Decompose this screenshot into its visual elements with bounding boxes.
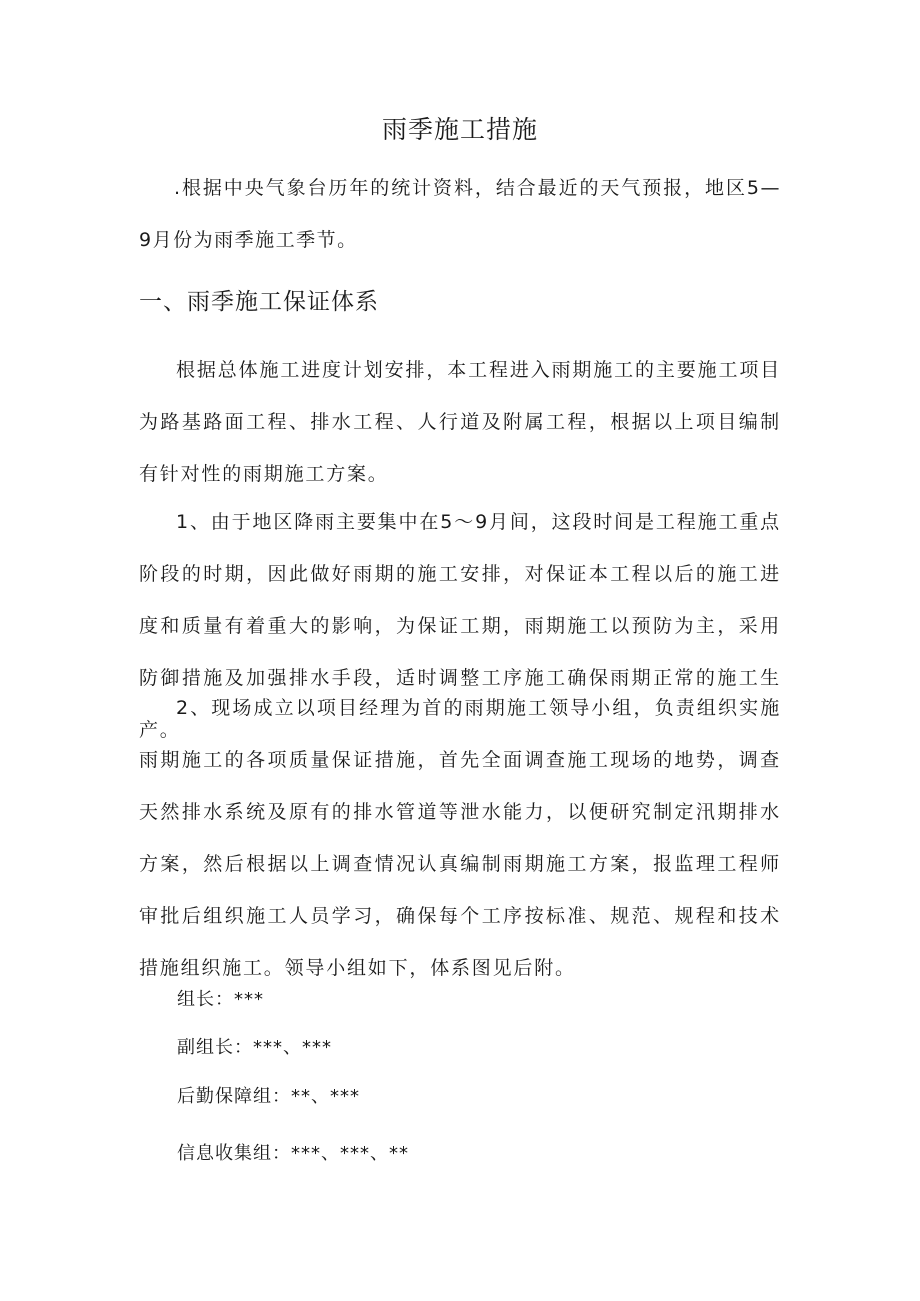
paragraph-item-1: 1、由于地区降雨主要集中在5～9月间，这段时间是工程施工重点阶段的时期，因此做好雨期的施工安排，对保证本工程以后的施工进度和质量有着重大的影响，为保证工期，雨期施工以预防为主，采用防御措施及加强排水手段，适时调整工序施工确保雨期正常的施工生产。 — [139, 511, 781, 741]
member-logistics-group: 后勤保障组：**、*** — [177, 1086, 360, 1107]
member-deputy-leader: 副组长：***、*** — [177, 1037, 332, 1058]
paragraph-item-2: 2、现场成立以项目经理为首的雨期施工领导小组，负责组织实施雨期施工的各项质量保证措施，首先全面调查施工现场的地势，调查天然排水系统及原有的排水管道等泄水能力，以便研究制定汛期排水方案，然后根据以上调查情况认真编制雨期施工方案，报监理工程师审批后组织施工人员学习，确保每个工序按标准、规范、规程和技术措施组织施工。领导小组如下，体系图见后附。 — [139, 697, 781, 979]
section-heading: 一、雨季施工保证体系 — [139, 289, 379, 315]
paragraph-overview: 根据总体施工进度计划安排，本工程进入雨期施工的主要施工项目为路基路面工程、排水工程、人行道及附属工程，根据以上项目编制有针对性的雨期施工方案。 — [139, 359, 781, 485]
intro-paragraph: .根据中央气象台历年的统计资料，结合最近的天气预报，地区5—9月份为雨季施工季节。 — [139, 177, 781, 251]
document-title: 雨季施工措施 — [381, 115, 538, 144]
member-leader: 组长：*** — [177, 989, 264, 1010]
member-info-group: 信息收集组：***、***、** — [177, 1143, 409, 1164]
